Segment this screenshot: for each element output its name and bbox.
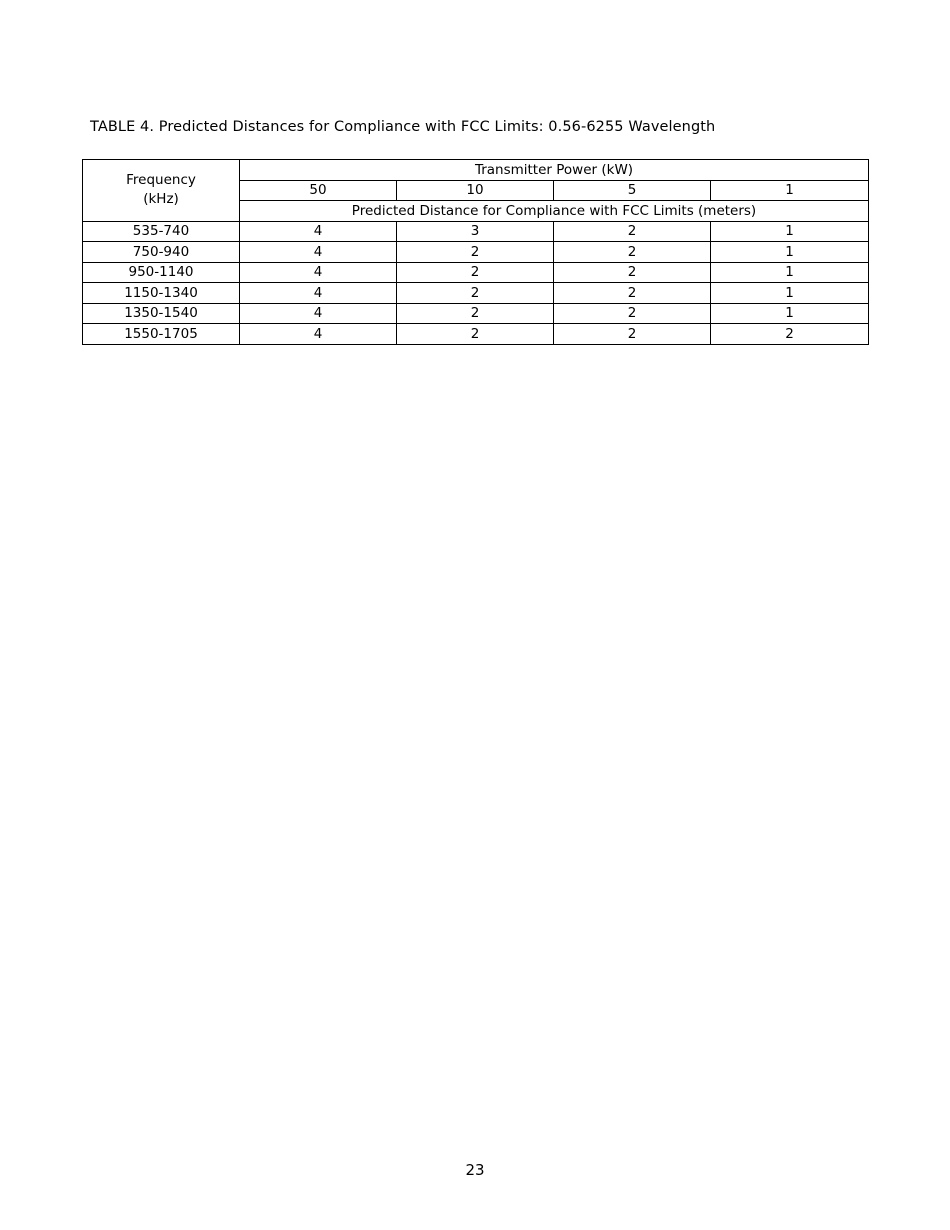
frequency-cell: 1550-1705 [83, 324, 240, 345]
distance-cell: 2 [554, 324, 711, 345]
distance-cell: 2 [397, 303, 554, 324]
frequency-cell: 1150-1340 [83, 283, 240, 304]
distance-cell: 2 [711, 324, 869, 345]
table-row [83, 242, 869, 263]
distance-cell: 4 [240, 262, 397, 283]
distance-cell: 2 [397, 242, 554, 263]
distance-cell: 1 [711, 221, 869, 242]
distance-cell: 1 [711, 262, 869, 283]
table-row [83, 303, 869, 324]
table-row [83, 262, 869, 283]
distance-cell: 4 [240, 324, 397, 345]
distance-cell: 2 [554, 262, 711, 283]
frequency-header-unit: (kHz) [143, 191, 179, 208]
distance-cell: 1 [711, 283, 869, 304]
distance-cell: 2 [397, 262, 554, 283]
frequency-cell: 1350-1540 [83, 303, 240, 324]
power-column-header: 5 [554, 180, 711, 201]
distance-cell: 1 [711, 303, 869, 324]
table-row [83, 324, 869, 345]
distance-cell: 4 [240, 283, 397, 304]
frequency-header-label: Frequency [126, 172, 196, 189]
table-row [83, 221, 869, 242]
distance-cell: 2 [397, 324, 554, 345]
distance-cell: 2 [554, 221, 711, 242]
frequency-header [83, 160, 240, 222]
distance-cell: 3 [397, 221, 554, 242]
power-column-header: 50 [240, 180, 397, 201]
distance-cell: 4 [240, 303, 397, 324]
distance-cell: 2 [397, 283, 554, 304]
table-caption: TABLE 4. Predicted Distances for Compliance with FCC Limits: 0.56-6255 Wavelength [90, 119, 716, 135]
frequency-cell: 750-940 [83, 242, 240, 263]
distance-cell: 2 [554, 242, 711, 263]
table-row [83, 283, 869, 304]
distance-cell: 4 [240, 221, 397, 242]
header-row-power [83, 160, 869, 181]
distance-cell: 2 [554, 303, 711, 324]
power-column-header: 10 [397, 180, 554, 201]
distance-cell: 2 [554, 283, 711, 304]
compliance-distance-table [82, 159, 869, 345]
power-column-header: 1 [711, 180, 869, 201]
page-number: 23 [465, 1161, 485, 1179]
distance-cell: 4 [240, 242, 397, 263]
frequency-cell: 535-740 [83, 221, 240, 242]
transmitter-power-header: Transmitter Power (kW) [240, 160, 869, 181]
predicted-distance-header: Predicted Distance for Compliance with FCC Limits (meters) [240, 201, 869, 222]
frequency-cell: 950-1140 [83, 262, 240, 283]
distance-cell: 1 [711, 242, 869, 263]
